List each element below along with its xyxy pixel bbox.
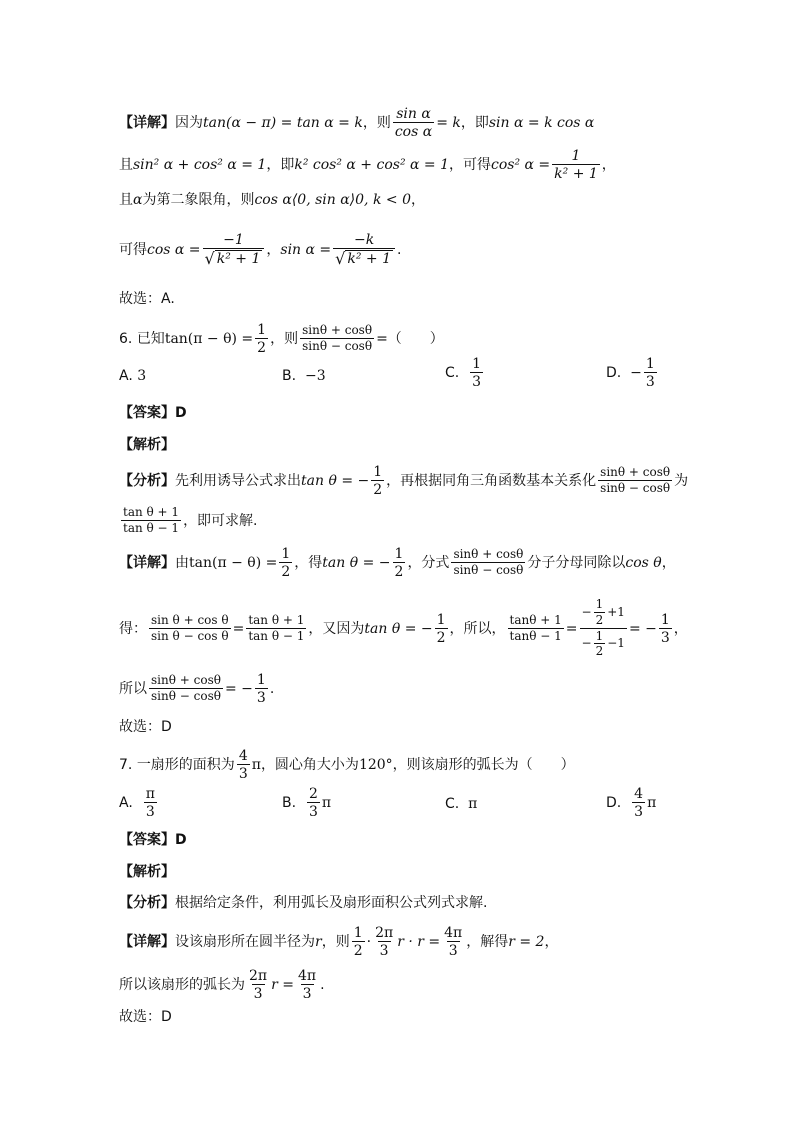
denominator: 3: [308, 804, 318, 821]
numerator: 1: [472, 356, 482, 372]
fraction: [279, 546, 292, 580]
question-number: 6.: [119, 331, 133, 348]
text: ，: [673, 620, 688, 637]
fraction: [247, 968, 269, 1002]
q5-detail-line-2: [119, 148, 616, 182]
denominator: 2: [281, 564, 291, 581]
fraction: [644, 356, 657, 390]
denominator: 3: [379, 943, 389, 960]
text: ，可得: [449, 157, 491, 174]
q6-option-a: [119, 368, 146, 384]
text: ，即: [460, 115, 489, 132]
fraction: [255, 672, 268, 706]
formula: k² cos² α + cos² α = 1: [294, 157, 449, 174]
fraction: [594, 598, 606, 628]
denominator: 3: [302, 986, 312, 1003]
numerator: 1: [257, 322, 267, 338]
text: ，即: [266, 157, 295, 174]
text: 故选：D: [119, 1009, 172, 1025]
numerator: 4π: [297, 968, 317, 984]
formula: tan(π − θ) =: [189, 555, 278, 572]
numerator: [580, 598, 627, 628]
fraction: [373, 925, 395, 959]
q6-choose: [119, 720, 172, 734]
fraction: [149, 614, 231, 644]
q6-stem: [119, 322, 444, 356]
option-label: C.: [445, 365, 460, 382]
text: 先利用诱导公式求出: [175, 473, 301, 490]
fraction: [470, 356, 483, 390]
denominator: 2: [595, 612, 604, 627]
text: 故选：A.: [119, 291, 175, 307]
denominator: cos α: [394, 124, 433, 141]
q6-analysis-heading: [119, 438, 175, 452]
text: ，又因为: [308, 620, 365, 637]
q6-option-c: [445, 356, 485, 390]
formula: cos θ: [625, 555, 662, 572]
text: 所以该扇形的弧长为: [119, 977, 245, 994]
fraction: [598, 466, 672, 496]
formula: tan(α − π) = tan α = k: [203, 115, 363, 132]
sign: −: [581, 604, 592, 619]
fraction: [237, 748, 250, 782]
numerator: 1: [373, 464, 383, 480]
numerator: tan θ + 1: [248, 612, 305, 627]
analysis-tag: 【分析】: [119, 473, 175, 490]
option-label: D.: [606, 795, 622, 812]
denominator: 2: [257, 340, 267, 357]
sign: −: [581, 636, 592, 651]
tail: π: [647, 795, 657, 812]
numerator: sin α: [396, 106, 431, 122]
formula: =: [232, 620, 245, 637]
q6-option-b: [282, 368, 326, 384]
numerator: sinθ + cosθ: [453, 547, 524, 562]
text: .: [269, 681, 275, 698]
formula: = k: [436, 115, 461, 132]
tail: −1: [607, 636, 625, 651]
text: ，: [266, 242, 281, 259]
numerator: sin θ + cos θ: [151, 612, 229, 627]
text: 分子分母同除以: [527, 555, 626, 572]
denominator: 3: [253, 986, 263, 1003]
denominator: [333, 248, 395, 268]
numerator: sinθ + cosθ: [600, 465, 671, 480]
text: 为第二象限角，则: [142, 192, 255, 208]
denominator: 2: [436, 629, 446, 646]
text: 根据给定条件，利用弧长及扇形面积公式列式求解.: [175, 895, 488, 911]
fraction: [307, 786, 320, 820]
detail-tag: 【详解】: [119, 934, 175, 951]
compound-fraction: [580, 598, 627, 659]
numerator: 1: [394, 546, 404, 562]
text: ，即可求解.: [183, 512, 258, 529]
fraction: [352, 925, 365, 959]
numerator: 1: [645, 356, 655, 372]
q7-analysis-heading: [119, 865, 175, 879]
fraction: [296, 968, 318, 1002]
denominator: 2: [595, 644, 604, 659]
numerator: −1: [223, 232, 244, 248]
denominator: [203, 248, 265, 268]
sqrt: √ k² + 1: [204, 249, 261, 269]
numerator: −k: [353, 232, 375, 248]
denominator: 3: [448, 943, 458, 960]
text: ，再根据同角三角函数基本关系化: [386, 473, 597, 490]
text: ，圆心角大小为: [260, 757, 359, 774]
fraction: [121, 506, 181, 536]
text: 一扇形的面积为: [136, 757, 235, 774]
q6-conclusion: [119, 672, 274, 706]
q5-detail-line-1: [119, 106, 594, 140]
numerator: 2π: [375, 925, 394, 941]
formula: r = 2: [508, 934, 545, 951]
q7-answer: [119, 833, 187, 847]
q6-answer: [119, 406, 187, 420]
formula: r · r =: [397, 934, 441, 951]
numerator: 4: [238, 748, 248, 764]
numerator: 1: [353, 925, 363, 941]
option-label: A.: [119, 368, 133, 384]
text: 可得: [119, 242, 147, 259]
option-value: 3: [137, 368, 147, 384]
denominator: tan θ − 1: [123, 520, 180, 535]
formula: r: [315, 934, 322, 951]
denominator: sinθ − cosθ: [151, 689, 221, 704]
text: 得：: [119, 620, 147, 637]
text: 所以: [119, 681, 147, 698]
formula: tan θ = −: [364, 620, 433, 637]
formula: = −: [628, 620, 657, 637]
detail-tag: 【详解】: [119, 115, 175, 132]
fraction: [393, 106, 434, 140]
text: ，则: [270, 331, 299, 348]
q7-option-c: [445, 796, 477, 812]
fraction: [659, 612, 672, 646]
q6-option-d: [606, 356, 659, 390]
formula: cos α =: [147, 242, 201, 259]
q7-detail-line-1: [119, 925, 558, 959]
numerator: tan θ + 1: [123, 505, 180, 519]
denominator: sinθ − cosθ: [453, 563, 524, 578]
formula: ·: [366, 934, 372, 951]
text: ，则该扇形的弧长为（ ）: [392, 757, 575, 774]
formula: tan(π − θ) =: [164, 331, 254, 348]
q7-fenxi: [119, 896, 487, 910]
sign: −: [630, 365, 642, 382]
text: ，得: [294, 555, 323, 572]
text: ，: [601, 157, 616, 174]
text: ，分式: [407, 555, 450, 572]
q7-choose: [119, 1010, 172, 1024]
denominator: [580, 628, 627, 660]
question-number: 7.: [119, 757, 133, 774]
fraction: [300, 324, 374, 354]
denominator: tanθ − 1: [509, 628, 562, 643]
denominator: 3: [256, 690, 266, 707]
text: ，: [410, 192, 425, 208]
q6-detail-line-1: [119, 546, 676, 580]
fraction: [435, 612, 448, 646]
fraction: [632, 786, 645, 820]
q7-option-b: [282, 786, 331, 820]
fraction: [144, 786, 157, 820]
text: 设该扇形所在圆半径为: [175, 934, 315, 951]
option-label: C.: [445, 796, 460, 812]
numerator: sinθ + cosθ: [302, 323, 373, 338]
answer: 【答案】D: [119, 405, 187, 421]
text: ，则: [362, 115, 391, 132]
formula: cos α⟨0, sin α⟩0, k < 0: [254, 192, 411, 208]
q5-detail-line-3: [119, 193, 425, 207]
q7-detail-line-2: [119, 968, 325, 1002]
option-label: B.: [282, 368, 297, 384]
tail: π: [321, 795, 332, 812]
text: ，: [661, 555, 676, 572]
text: =（ ）: [376, 331, 444, 348]
text: 故选：D: [119, 719, 172, 735]
denominator: sinθ − cosθ: [302, 339, 373, 354]
denominator: 3: [660, 629, 670, 646]
analysis-tag: 【分析】: [119, 895, 175, 911]
text: ，则: [321, 934, 350, 951]
text: ，所以，: [449, 620, 506, 637]
tail: +1: [607, 604, 625, 619]
text: ，解得: [466, 934, 509, 951]
denominator: 2: [394, 564, 404, 581]
numerator: 1: [256, 672, 266, 688]
text: 为: [674, 473, 689, 490]
fraction: [442, 925, 464, 959]
denominator: 2: [373, 482, 383, 499]
text: .: [320, 977, 325, 994]
fraction: [203, 232, 265, 268]
formula: cos² α =: [491, 157, 551, 174]
denominator: k² + 1: [554, 166, 598, 183]
fraction: [508, 614, 564, 644]
formula: sin α = k cos α: [488, 115, 595, 132]
analysis-heading: 【解析】: [119, 864, 175, 880]
radicand: k² + 1: [347, 251, 391, 268]
text: 由: [175, 555, 189, 572]
numerator: 1: [436, 611, 446, 628]
option-label: D.: [606, 365, 622, 382]
formula: 120°: [358, 757, 393, 774]
formula: r =: [271, 977, 294, 994]
sqrt: √ k² + 1: [335, 249, 391, 269]
formula: sin α =: [280, 242, 332, 259]
analysis-heading: 【解析】: [119, 437, 175, 453]
formula: α: [133, 192, 143, 208]
option-value: π: [468, 796, 478, 812]
detail-tag: 【详解】: [119, 555, 175, 572]
formula: tan θ = −: [301, 473, 370, 490]
q7-option-a: [119, 786, 159, 820]
numerator: 4π: [444, 925, 463, 941]
answer: 【答案】D: [119, 832, 187, 848]
denominator: 3: [634, 804, 644, 821]
text: .: [397, 242, 402, 259]
q5-detail-line-4: [119, 232, 401, 268]
text: ，: [544, 934, 559, 951]
numerator: 4: [634, 786, 644, 802]
fraction: [393, 546, 406, 580]
text: 因为: [175, 115, 203, 132]
numerator: 1: [595, 628, 604, 643]
formula: π: [251, 757, 261, 774]
q6-detail-line-2: [119, 598, 688, 659]
denominator: 3: [145, 804, 155, 821]
denominator: tan θ − 1: [248, 628, 305, 643]
numerator: sinθ + cosθ: [151, 673, 221, 688]
option-label: B.: [282, 795, 297, 812]
numerator: 1: [660, 611, 670, 628]
text: 已知: [136, 331, 165, 348]
radicand: k² + 1: [216, 251, 261, 268]
fraction: [149, 674, 223, 704]
numerator: 1: [571, 148, 581, 164]
formula: =: [565, 620, 578, 637]
numerator: tanθ + 1: [509, 612, 562, 627]
q7-option-d: [606, 786, 656, 820]
fraction: [451, 548, 525, 578]
option-label: A.: [119, 795, 133, 812]
text: 且: [119, 157, 133, 174]
fraction: [246, 614, 306, 644]
fraction: [594, 630, 606, 660]
q6-fenxi-line-2: [119, 506, 258, 536]
fraction: [255, 322, 268, 356]
denominator: 3: [645, 374, 655, 391]
fraction: [371, 464, 384, 498]
denominator: 3: [238, 766, 248, 783]
numerator: π: [145, 786, 155, 802]
denominator: sinθ − cosθ: [600, 481, 671, 496]
numerator: 1: [595, 597, 604, 611]
q5-choose: [119, 292, 175, 306]
numerator: 1: [281, 546, 291, 562]
fraction: [333, 232, 395, 268]
option-value: −3: [304, 368, 326, 384]
q6-fenxi-line-1: [119, 464, 688, 498]
fraction: [552, 148, 600, 182]
denominator: sin θ − cos θ: [151, 628, 229, 643]
q7-stem: [119, 748, 575, 782]
numerator: 2: [308, 786, 318, 802]
formula: = −: [224, 681, 253, 698]
denominator: 3: [472, 374, 482, 391]
formula: tan θ = −: [322, 555, 391, 572]
numerator: 2π: [249, 968, 268, 984]
text: 且: [119, 192, 133, 208]
formula: sin² α + cos² α = 1: [133, 157, 267, 174]
denominator: 2: [353, 943, 363, 960]
